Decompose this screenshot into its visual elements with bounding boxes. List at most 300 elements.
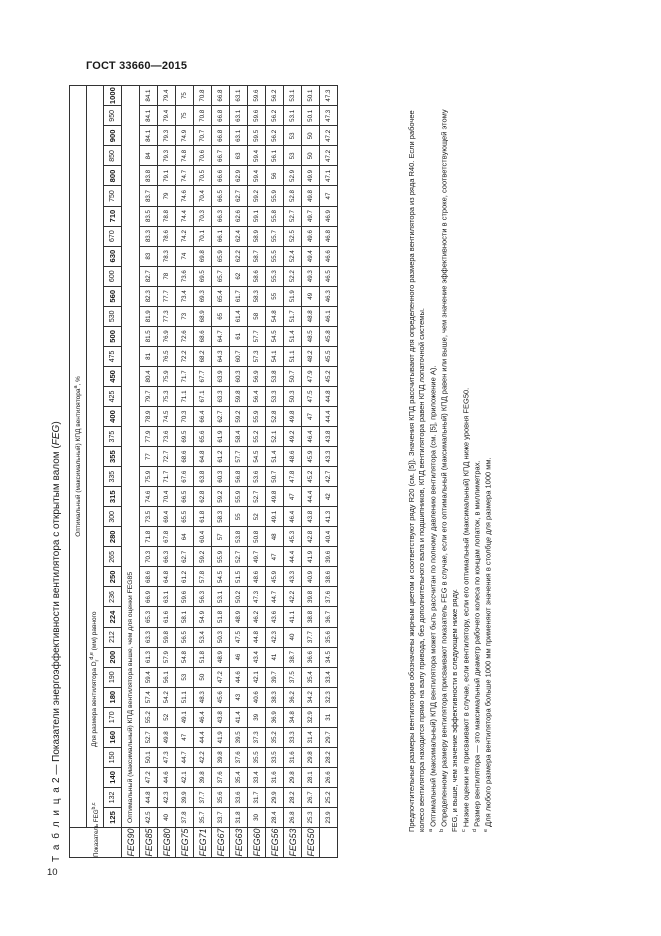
value-cell: 46.1	[320, 306, 338, 326]
value-cell: 46.4	[302, 427, 320, 447]
value-cell: 47.1	[320, 166, 338, 186]
value-cell: 84.1	[140, 106, 158, 126]
value-cell: 62	[230, 266, 248, 286]
value-cell: 44.7	[266, 587, 284, 607]
value-cell: 68.9	[194, 306, 212, 326]
value-cell: 47	[176, 727, 194, 747]
value-cell: 42.3	[266, 627, 284, 647]
value-cell: 65.3	[140, 607, 158, 627]
value-cell: 39.8	[212, 747, 230, 767]
value-cell: 58.4	[230, 427, 248, 447]
value-cell: 59.4	[140, 667, 158, 687]
grade-cell: FEG71	[194, 828, 212, 858]
value-cell: 77.3	[158, 306, 176, 326]
value-cell: 45.2	[302, 467, 320, 487]
footnote-e: $^e$ Для любого размера вентилятора больше 1000 мм применяют значения в столбце для размера 1000 мм.	[483, 457, 493, 832]
value-cell: 53	[176, 667, 194, 687]
value-cell: 49.8	[158, 727, 176, 747]
value-cell: 45.2	[320, 366, 338, 386]
value-cell: 54.9	[194, 607, 212, 627]
value-cell: 61.8	[194, 507, 212, 527]
grade-cell: FEG56	[266, 828, 284, 858]
value-cell: 82.7	[140, 266, 158, 286]
value-cell: 65.4	[212, 286, 230, 306]
value-cell: 55.9	[230, 487, 248, 507]
value-cell: 63.9	[212, 366, 230, 386]
size-header-cell: 375	[104, 427, 122, 447]
size-header-cell: 200	[104, 647, 122, 667]
value-cell: 47.8	[284, 467, 302, 487]
value-cell: 56.2	[266, 106, 284, 126]
value-cell: 29.8	[302, 747, 320, 767]
grade-cell: FEG67	[212, 828, 230, 858]
value-cell: 54.1	[266, 346, 284, 366]
value-cell: 36.2	[284, 687, 302, 707]
value-cell: 56.5	[176, 627, 194, 647]
value-cell: 50.3	[284, 386, 302, 406]
value-cell: 61	[230, 326, 248, 346]
value-cell: 72.6	[176, 326, 194, 346]
size-header-cell: 500	[104, 326, 122, 346]
value-cell: 35.4	[230, 767, 248, 787]
value-cell: 37.5	[284, 667, 302, 687]
footnote-d: $^d$ Размер вентилятора — это максимальный диаметр рабочего колеса по концам лопаток, в миллиметрах.	[471, 460, 482, 832]
value-cell: 64.3	[212, 346, 230, 366]
value-cell: 74.2	[176, 226, 194, 246]
value-cell: 48.6	[248, 567, 266, 587]
value-cell: 47.5	[302, 386, 320, 406]
table-row	[302, 85, 320, 857]
value-cell: 66.5	[176, 487, 194, 507]
value-cell: 28.2	[320, 747, 338, 767]
size-header-cell: 132	[104, 787, 122, 807]
value-cell: 51.4	[266, 447, 284, 467]
value-cell: 35.5	[248, 747, 266, 767]
size-header-cell: 250	[104, 567, 122, 587]
value-cell: 37.6	[320, 587, 338, 607]
value-cell: 31.6	[266, 767, 284, 787]
value-cell: 49.9	[302, 166, 320, 186]
value-cell: 64	[176, 527, 194, 547]
value-cell: 59.4	[248, 146, 266, 166]
table-row	[320, 85, 338, 857]
value-cell: 42.3	[158, 787, 176, 807]
value-cell: 67.8	[158, 527, 176, 547]
value-cell: 70.4	[194, 186, 212, 206]
value-cell: 54.5	[266, 326, 284, 346]
value-cell: 48.3	[194, 687, 212, 707]
value-cell: 53.1	[284, 85, 302, 105]
value-cell: 62.7	[230, 186, 248, 206]
value-cell: 74.6	[140, 487, 158, 507]
value-cell: 46.4	[284, 507, 302, 527]
value-cell: 60.4	[194, 527, 212, 547]
value-cell: 57.8	[194, 567, 212, 587]
value-cell: 44.6	[230, 667, 248, 687]
size-header-cell: 710	[104, 206, 122, 226]
value-cell: 50	[194, 667, 212, 687]
value-cell: 74.5	[158, 407, 176, 427]
value-cell: 49.7	[248, 547, 266, 567]
value-cell: 52.7	[230, 547, 248, 567]
value-cell: 52.7	[140, 727, 158, 747]
value-cell: 52.7	[284, 206, 302, 226]
value-cell: 69.5	[194, 266, 212, 286]
value-cell: 61.9	[212, 427, 230, 447]
value-cell: 59.2	[212, 487, 230, 507]
value-cell: 42.7	[320, 467, 338, 487]
value-cell: 42.2	[284, 587, 302, 607]
value-cell: 56.1	[158, 667, 176, 687]
value-cell: 74.9	[176, 126, 194, 146]
value-cell: 55.9	[248, 407, 266, 427]
value-cell: 47	[302, 407, 320, 427]
value-cell: 53.1	[284, 106, 302, 126]
value-cell: 37.8	[176, 807, 194, 827]
value-cell: 49.8	[302, 186, 320, 206]
value-cell: 31.4	[302, 727, 320, 747]
value-cell: 66.3	[212, 206, 230, 226]
value-cell: 68.6	[176, 447, 194, 467]
value-cell: 54.2	[158, 687, 176, 707]
value-cell: 64.8	[194, 447, 212, 467]
value-cell: 48.6	[284, 447, 302, 467]
value-cell: 63	[230, 146, 248, 166]
value-cell: 55.7	[266, 226, 284, 246]
value-cell: 60.3	[212, 467, 230, 487]
value-cell: 56.1	[266, 146, 284, 166]
table-row	[122, 85, 140, 857]
value-cell: 74	[176, 246, 194, 266]
value-cell: 49.6	[302, 226, 320, 246]
value-cell: 34.2	[302, 687, 320, 707]
value-cell: 83	[140, 246, 158, 266]
value-cell: 68.2	[194, 346, 212, 366]
value-cell: 63.3	[140, 627, 158, 647]
value-cell: 51.8	[194, 647, 212, 667]
value-cell: 32.9	[302, 707, 320, 727]
value-cell: 35.6	[212, 787, 230, 807]
value-cell: 56.9	[248, 366, 266, 386]
value-cell: 25.2	[320, 787, 338, 807]
value-cell: 39.5	[230, 727, 248, 747]
value-cell: 52	[158, 707, 176, 727]
value-cell: 48.2	[302, 346, 320, 366]
size-header-cell: 236	[104, 587, 122, 607]
value-cell: 69.5	[176, 427, 194, 447]
size-header-cell: 600	[104, 266, 122, 286]
value-cell: 41.9	[302, 547, 320, 567]
value-cell: 62.6	[230, 206, 248, 226]
value-cell: 56.2	[266, 85, 284, 105]
value-cell: 48	[266, 527, 284, 547]
value-cell: 83.8	[140, 166, 158, 186]
table-row	[194, 85, 212, 857]
value-cell: 60.3	[230, 366, 248, 386]
value-cell: 63.1	[230, 85, 248, 105]
value-cell: 79.3	[158, 126, 176, 146]
value-cell: 59.8	[230, 386, 248, 406]
value-cell: 37.7	[302, 627, 320, 647]
value-cell: 59.6	[248, 85, 266, 105]
value-cell: 53	[284, 126, 302, 146]
value-cell: 46.4	[194, 707, 212, 727]
size-header-cell: 315	[104, 487, 122, 507]
size-row	[104, 85, 122, 857]
value-cell: 68.6	[140, 567, 158, 587]
value-cell: 50.8	[248, 527, 266, 547]
value-cell: 44.4	[302, 487, 320, 507]
size-header-cell: 630	[104, 246, 122, 266]
value-cell: 50	[302, 126, 320, 146]
table-row	[140, 85, 158, 857]
value-cell: 48.8	[302, 306, 320, 326]
value-cell: 36.9	[266, 707, 284, 727]
value-cell: 49	[302, 286, 320, 306]
value-cell: 55.3	[266, 266, 284, 286]
value-cell: 79	[158, 186, 176, 206]
value-cell: 39	[248, 707, 266, 727]
value-cell: 33.4	[320, 667, 338, 687]
value-cell: 29.9	[266, 787, 284, 807]
value-cell: 44.8	[320, 386, 338, 406]
grade-cell: FEG80	[158, 828, 176, 858]
value-cell: 52.8	[284, 186, 302, 206]
value-cell: 34.8	[284, 707, 302, 727]
value-cell: 44.8	[248, 627, 266, 647]
value-cell: 62.4	[230, 226, 248, 246]
value-cell: 33.4	[248, 767, 266, 787]
value-cell: 61.2	[176, 567, 194, 587]
value-cell: 66.5	[212, 186, 230, 206]
value-cell: 54.8	[266, 306, 284, 326]
value-cell: 60.7	[230, 346, 248, 366]
value-cell: 52.1	[266, 427, 284, 447]
value-cell: 57.7	[248, 326, 266, 346]
value-cell: 26.7	[302, 787, 320, 807]
value-cell: 46	[230, 647, 248, 667]
value-cell: 44.6	[158, 767, 176, 787]
value-cell: 49.7	[302, 206, 320, 226]
value-cell: 71.1	[176, 386, 194, 406]
value-cell: 79.4	[158, 106, 176, 126]
grade-cell: FEG63	[230, 828, 248, 858]
value-cell: 36.6	[302, 647, 320, 667]
value-cell: 47.5	[230, 627, 248, 647]
value-cell: 47.3	[320, 85, 338, 105]
value-cell: 72.2	[176, 346, 194, 366]
value-cell: 56.8	[230, 467, 248, 487]
note-main: Предпочтительные размеры вентиляторов обозначены жирным цветом и соответствуют ряду R20 (см. [5]). Значения КПД рассчитывают для определенного размера вентилятора из ряда R40. Если рабочее колесо вентилятора находится прямо на валу привода, без дополнительного вала и подшипников, КПД вентилятора равен КПД лопаточной системы.	[407, 110, 426, 832]
value-cell: 74.8	[176, 146, 194, 166]
value-cell: 46.9	[320, 206, 338, 226]
value-cell: 63.1	[230, 106, 248, 126]
value-cell: 51.7	[284, 306, 302, 326]
table-row	[266, 85, 284, 857]
value-cell: 78	[158, 266, 176, 286]
value-cell: 28.1	[302, 767, 320, 787]
value-cell: 55.8	[266, 206, 284, 226]
value-cell: 35.7	[194, 807, 212, 827]
value-cell: 53	[284, 146, 302, 166]
value-cell: 79.3	[158, 146, 176, 166]
value-cell: 52.7	[248, 487, 266, 507]
value-cell: 64.7	[212, 326, 230, 346]
value-cell: 47.3	[158, 747, 176, 767]
size-header-cell: 355	[104, 447, 122, 467]
value-cell: 45.3	[284, 527, 302, 547]
value-cell: 55.9	[212, 547, 230, 567]
value-cell: 48.5	[302, 326, 320, 346]
value-cell: 68.6	[194, 326, 212, 346]
value-cell: 84.1	[140, 126, 158, 146]
value-cell: 47	[266, 547, 284, 567]
value-cell: 40.4	[320, 527, 338, 547]
value-cell: 31.8	[230, 807, 248, 827]
size-header-cell: 180	[104, 687, 122, 707]
value-cell: 58.7	[248, 246, 266, 266]
value-cell: 69.4	[158, 507, 176, 527]
value-cell: 51.4	[284, 326, 302, 346]
value-cell: 42.5	[140, 807, 158, 827]
value-cell: 38.6	[320, 567, 338, 587]
value-cell: 53.4	[194, 627, 212, 647]
value-cell: 31.7	[248, 787, 266, 807]
value-cell: 65	[212, 306, 230, 326]
value-cell: 70.8	[194, 85, 212, 105]
value-cell: 73.4	[176, 286, 194, 306]
value-cell: 77.7	[158, 286, 176, 306]
value-cell: 41.1	[284, 607, 302, 627]
value-cell: 73	[176, 306, 194, 326]
value-cell: 37.6	[212, 767, 230, 787]
value-cell: 59.2	[230, 407, 248, 427]
value-cell: 58.6	[248, 266, 266, 286]
value-cell: 70.8	[194, 106, 212, 126]
value-cell: 28.2	[284, 787, 302, 807]
value-cell: 77.9	[140, 427, 158, 447]
value-cell: 37.3	[248, 727, 266, 747]
footnote-c: $^c$ Низкие оценки не присваивают в случае, если вентилятору, если его оптимальный (максимальный) КПД ниже уровня FEG50.	[460, 387, 471, 832]
value-cell: 56.2	[266, 126, 284, 146]
value-cell: 47.9	[302, 366, 320, 386]
value-cell: 56.3	[194, 587, 212, 607]
value-cell: 51.8	[212, 607, 230, 627]
value-cell: 43.8	[212, 707, 230, 727]
value-cell: 37.6	[230, 747, 248, 767]
grade-cell	[320, 828, 338, 858]
size-header-cell: 750	[104, 186, 122, 206]
value-cell: 58	[248, 306, 266, 326]
value-cell: 66.1	[212, 226, 230, 246]
value-cell: 48.9	[230, 607, 248, 627]
value-cell: 65.9	[212, 246, 230, 266]
value-cell: 40	[158, 807, 176, 827]
value-cell: 46.5	[320, 266, 338, 286]
value-cell: 31.6	[284, 747, 302, 767]
grade-cell: FEG85	[140, 828, 158, 858]
value-cell: 50	[302, 146, 320, 166]
table-row	[230, 85, 248, 857]
value-cell: 36.7	[320, 607, 338, 627]
size-header-cell: 475	[104, 346, 122, 366]
value-cell: 73.6	[176, 266, 194, 286]
value-cell: 57.4	[140, 687, 158, 707]
value-cell: 70.1	[194, 226, 212, 246]
value-cell: 71.7	[158, 467, 176, 487]
value-cell: 71.8	[140, 527, 158, 547]
grade-cell: FEG75	[176, 828, 194, 858]
value-cell: 41.3	[320, 507, 338, 527]
value-cell: 58.3	[212, 507, 230, 527]
value-cell: 39.7	[266, 667, 284, 687]
value-cell: 47.3	[248, 587, 266, 607]
value-cell: 53.8	[266, 366, 284, 386]
value-cell: 67.6	[176, 467, 194, 487]
value-cell: 33.3	[284, 727, 302, 747]
size-header-cell: 900	[104, 126, 122, 146]
value-cell: 83.5	[140, 206, 158, 226]
value-cell: 57.7	[230, 447, 248, 467]
value-cell: 39.6	[320, 547, 338, 567]
value-cell: 66.6	[212, 166, 230, 186]
value-cell: 62.8	[194, 487, 212, 507]
size-header-cell: 670	[104, 226, 122, 246]
grade-cell: FEG90	[122, 828, 140, 858]
value-cell: 35.6	[320, 627, 338, 647]
value-cell: 59.2	[194, 547, 212, 567]
value-cell: 58.1	[176, 607, 194, 627]
value-cell: 55.2	[248, 427, 266, 447]
value-cell: 79.7	[140, 386, 158, 406]
value-cell: 42.2	[194, 747, 212, 767]
value-cell: 69.8	[194, 246, 212, 266]
size-header-cell: 1000	[104, 85, 122, 105]
value-cell: 53.1	[212, 587, 230, 607]
value-cell: 78.8	[158, 206, 176, 226]
value-cell: 66.8	[212, 85, 230, 105]
value-cell: 38.7	[284, 647, 302, 667]
value-cell: 74.7	[176, 166, 194, 186]
value-cell: 61.3	[140, 647, 158, 667]
value-cell: 77	[140, 447, 158, 467]
value-cell: 64.8	[158, 567, 176, 587]
value-cell: 61.2	[212, 447, 230, 467]
value-cell: 83.3	[140, 226, 158, 246]
value-cell: 49.8	[284, 407, 302, 427]
size-header-cell: 335	[104, 467, 122, 487]
value-cell: 82.3	[140, 286, 158, 306]
value-cell: 84.1	[140, 85, 158, 105]
value-cell: 55.2	[140, 707, 158, 727]
value-cell: 47	[320, 186, 338, 206]
value-cell: 43.6	[266, 607, 284, 627]
value-cell: 54.8	[176, 647, 194, 667]
size-header-cell: 300	[104, 507, 122, 527]
value-cell: 61.4	[230, 306, 248, 326]
value-cell: 49.4	[302, 246, 320, 266]
value-cell: 45.9	[266, 567, 284, 587]
page-number: 10	[47, 867, 58, 878]
value-cell: 55.9	[266, 186, 284, 206]
value-cell: 35.2	[266, 727, 284, 747]
value-cell: 66.9	[140, 587, 158, 607]
value-cell: 65.5	[176, 507, 194, 527]
value-cell: 42.8	[302, 527, 320, 547]
value-cell: 51.5	[230, 567, 248, 587]
value-cell: 41.9	[212, 727, 230, 747]
size-header-cell: 140	[104, 767, 122, 787]
